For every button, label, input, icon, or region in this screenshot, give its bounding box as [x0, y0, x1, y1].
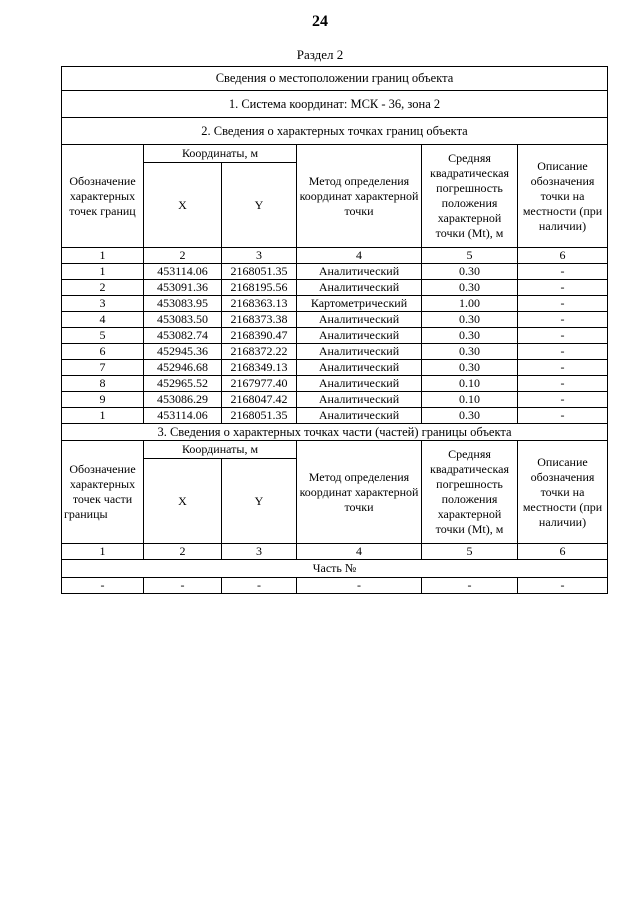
part-cell: - — [422, 578, 518, 594]
point-number-cell: 9 — [62, 392, 144, 408]
part-cell: - — [144, 578, 222, 594]
header-point-designation: Обозначение характерных точек границ — [62, 145, 144, 248]
x-cell: 453083.95 — [144, 296, 222, 312]
y-cell: 2168195.56 — [222, 280, 297, 296]
column-numbers-row — [62, 544, 608, 560]
table-row — [62, 408, 608, 424]
y-cell: 2168390.47 — [222, 328, 297, 344]
header-y: Y — [222, 459, 297, 544]
table-row — [62, 344, 608, 360]
header-x: X — [144, 163, 222, 248]
y-cell: 2168349.13 — [222, 360, 297, 376]
method-cell: Аналитический — [297, 312, 422, 328]
table-row — [62, 264, 608, 280]
error-cell: 0.30 — [422, 312, 518, 328]
table-row — [62, 280, 608, 296]
description-cell: - — [518, 264, 608, 280]
boundary-table — [61, 66, 608, 594]
method-cell: Картометрический — [297, 296, 422, 312]
description-cell: - — [518, 360, 608, 376]
part-cell: - — [518, 578, 608, 594]
method-cell: Аналитический — [297, 328, 422, 344]
method-cell: Аналитический — [297, 264, 422, 280]
column-number: 4 — [297, 248, 422, 264]
x-cell: 453091.36 — [144, 280, 222, 296]
column-number: 1 — [62, 248, 144, 264]
header-error: Средняя квадратическая погрешность положения характерной точки (Mt), м — [422, 145, 518, 248]
point-number-cell: 3 — [62, 296, 144, 312]
column-number: 3 — [222, 544, 297, 560]
column-number: 4 — [297, 544, 422, 560]
page-number: 24 — [312, 13, 328, 30]
error-cell: 0.30 — [422, 328, 518, 344]
point-number-cell: 5 — [62, 328, 144, 344]
error-cell: 1.00 — [422, 296, 518, 312]
error-cell: 0.30 — [422, 344, 518, 360]
method-cell: Аналитический — [297, 280, 422, 296]
point-number-cell: 1 — [62, 408, 144, 424]
table-row — [62, 360, 608, 376]
y-cell: 2168047.42 — [222, 392, 297, 408]
x-cell: 452965.52 — [144, 376, 222, 392]
y-cell: 2168373.38 — [222, 312, 297, 328]
header-method: Метод определения координат характерной точки — [297, 145, 422, 248]
header-description: Описание обозначения точки на местности (при наличии) — [518, 441, 608, 544]
description-cell: - — [518, 408, 608, 424]
column-number: 2 — [144, 544, 222, 560]
table-row — [62, 328, 608, 344]
description-cell: - — [518, 280, 608, 296]
column-number: 1 — [62, 544, 144, 560]
header-coordinates: Координаты, м — [144, 145, 297, 163]
y-cell: 2168051.35 — [222, 264, 297, 280]
x-cell: 453114.06 — [144, 408, 222, 424]
column-number: 6 — [518, 544, 608, 560]
point-number-cell: 4 — [62, 312, 144, 328]
point-number-cell: 6 — [62, 344, 144, 360]
method-cell: Аналитический — [297, 344, 422, 360]
header-x: X — [144, 459, 222, 544]
column-number: 5 — [422, 248, 518, 264]
point-number-cell: 2 — [62, 280, 144, 296]
error-cell: 0.10 — [422, 376, 518, 392]
part-label: Часть № — [62, 560, 608, 578]
part-cell: - — [62, 578, 144, 594]
x-cell: 453086.29 — [144, 392, 222, 408]
description-cell: - — [518, 392, 608, 408]
y-cell: 2168051.35 — [222, 408, 297, 424]
table-title: Сведения о местоположении границ объекта — [62, 67, 608, 91]
description-cell: - — [518, 296, 608, 312]
method-cell: Аналитический — [297, 392, 422, 408]
part-row — [62, 578, 608, 594]
x-cell: 453083.50 — [144, 312, 222, 328]
section1-title: 2. Сведения о характерных точках границ объекта — [62, 118, 608, 145]
header-method: Метод определения координат характерной точки — [297, 441, 422, 544]
x-cell: 452946.68 — [144, 360, 222, 376]
header-y: Y — [222, 163, 297, 248]
header-point-designation-part: Обозначение характерных точек части границы — [62, 441, 144, 544]
point-number-cell: 8 — [62, 376, 144, 392]
table-row — [62, 392, 608, 408]
column-number: 3 — [222, 248, 297, 264]
x-cell: 453114.06 — [144, 264, 222, 280]
section2-title: 3. Сведения о характерных точках части (частей) границы объекта — [62, 424, 608, 441]
section-label: Раздел 2 — [296, 47, 344, 62]
part-cell: - — [222, 578, 297, 594]
table-row — [62, 296, 608, 312]
error-cell: 0.30 — [422, 280, 518, 296]
error-cell: 0.30 — [422, 360, 518, 376]
column-number: 5 — [422, 544, 518, 560]
method-cell: Аналитический — [297, 376, 422, 392]
header-coordinates: Координаты, м — [144, 441, 297, 459]
column-numbers-row — [62, 248, 608, 264]
description-cell: - — [518, 376, 608, 392]
x-cell: 453082.74 — [144, 328, 222, 344]
error-cell: 0.30 — [422, 408, 518, 424]
column-number: 6 — [518, 248, 608, 264]
error-cell: 0.30 — [422, 264, 518, 280]
y-cell: 2167977.40 — [222, 376, 297, 392]
point-number-cell: 7 — [62, 360, 144, 376]
y-cell: 2168372.22 — [222, 344, 297, 360]
part-cell: - — [297, 578, 422, 594]
description-cell: - — [518, 328, 608, 344]
description-cell: - — [518, 344, 608, 360]
table-row — [62, 312, 608, 328]
method-cell: Аналитический — [297, 360, 422, 376]
error-cell: 0.10 — [422, 392, 518, 408]
header-error: Средняя квадратическая погрешность положения характерной точки (Mt), м — [422, 441, 518, 544]
point-number-cell: 1 — [62, 264, 144, 280]
description-cell: - — [518, 312, 608, 328]
x-cell: 452945.36 — [144, 344, 222, 360]
y-cell: 2168363.13 — [222, 296, 297, 312]
header-description: Описание обозначения точки на местности (при наличии) — [518, 145, 608, 248]
method-cell: Аналитический — [297, 408, 422, 424]
coordinate-system: 1. Система координат: МСК - 36, зона 2 — [62, 91, 608, 118]
table-row — [62, 376, 608, 392]
column-number: 2 — [144, 248, 222, 264]
